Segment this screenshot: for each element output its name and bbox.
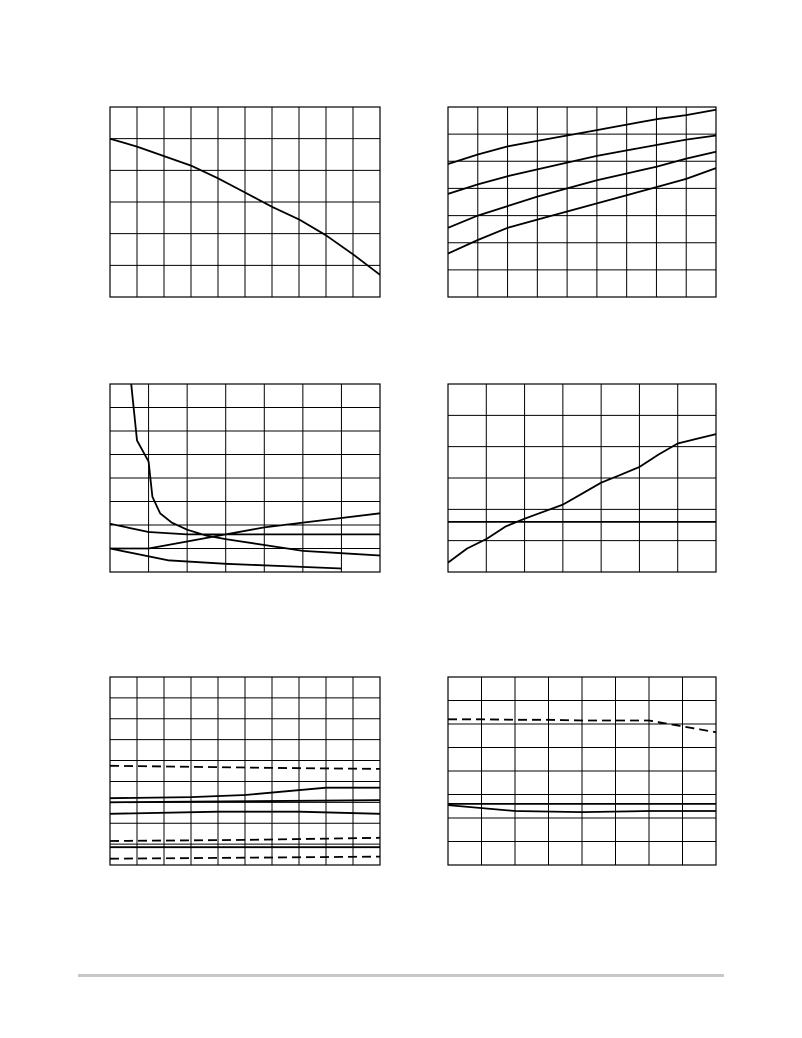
grid <box>448 107 716 297</box>
chart-1 <box>110 107 380 297</box>
chart-2 <box>448 107 716 297</box>
chart-3 <box>110 384 380 572</box>
series-line-1 <box>448 434 716 562</box>
series-line-3 <box>448 152 716 228</box>
chart-6 <box>448 677 716 865</box>
chart-4 <box>448 384 716 572</box>
grid <box>110 107 380 297</box>
grid <box>448 384 716 572</box>
series-line-1 <box>448 110 716 164</box>
footer-divider <box>78 974 724 977</box>
grid <box>110 677 380 865</box>
plot-frame <box>448 107 716 297</box>
series-line-3 <box>110 513 380 548</box>
grid <box>448 677 716 865</box>
chart-5 <box>110 677 380 865</box>
